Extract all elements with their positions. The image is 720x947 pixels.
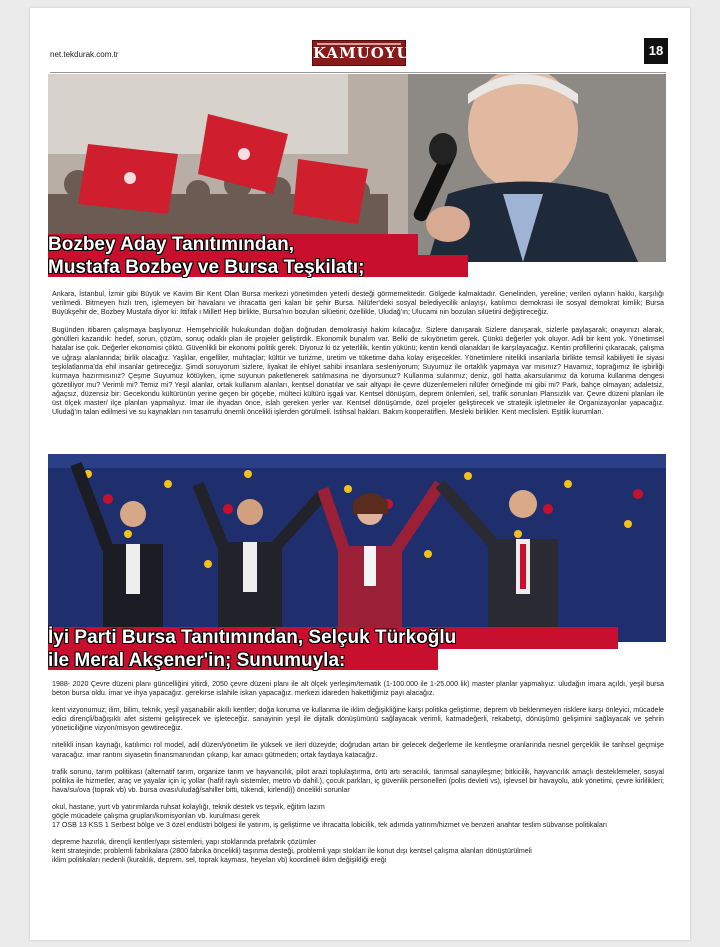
section1-paragraph1: Ankara, İstanbul, İzmir gibi Büyük ve Kavim Bir Kent Olan Bursa merkezi yönetimden yeterli desteği görmemektedir. Gölgede kalmaktadır. Genelinden, yereline; verilen oyların hakkı, karşılığı verilmedi. Bitmeyen hızlı tren, işlemeyen bir havalanı ve ihracatta geri kalan bir şehir Bursa. Nilüfer'deki sosyal belediyecilik anlayışı, katılımcı demokrasi ile sosyal demokrat kimlik; Bursa Büyükşehir de, Bozbey Mustafa diyor ki: İttifak ı Millet! Hep birlikte, Bursa'nın bozulan silüetini; özellikle, Uludağ'ın; Ulucami nin bozulan silüetini değiştireceğiz. [52, 290, 664, 317]
page-number: 18 [644, 38, 668, 64]
section2-line-climate: iklim politikaları nedenli (kuraklık, deprem, sel, toprak kayması, heyelan vb) koordineli iklim değişikliği ereği [52, 856, 387, 865]
headline2-line1: İyi Parti Bursa Tanıtımından, Selçuk Türkoğlu [48, 627, 457, 648]
section2-line-migration: göçle mücadele çalışma grupları/komisyonları vb. kurulması gerek [52, 812, 260, 821]
section1-paragraph2: Bugünden itibaren çalışmaya başlıyoruz. Hemşehricilik hukukundan doğan doğrudan demokrasiyi hakim kılacağız. Sizlere danışarak Sizlere danışarak, sizlerle paylaşarak; onayınızı alarak, gönülleri kazandık: hedef, sorun, çözüm, sonuç odaklı plan ile projeler geliştirdik. Ekonomik bunalım var. Belki de sıkıyönetim gerek. Çünkü değerler yok oluyor. Adil bir kent yok. Yönetimsel hatalar ise çok. Değerler ekonomisi çöktü. Güvenlikli bir ekonomi politik gerek. Diyoruz ki öz yeterlilik, kentin yükünü; kentin kendi olanakları ile karşılayacağız. Kentin profillerini çıkaracak, çalışma ve uğraşı alanlarında; birlik olacağız. Yaşlılar, engelliler, muhtaçlar; kültür ve turizme, üretim ve tüketime daha kolay erişecekler. Yönetimlere nitelikli insanlarla birlikte temsil kabiliyeti ile siyasi teşkilatlanma'da ehil insanlar getireceğiz. Şimdi soruyorum sizlere, liyakat ile ehliyet sahibi insanlara sesleniyorum; Suyumuz ile ortaklık yapmaya var mısınız? Havamız, toprağımız ile işbirliği kurmaya hazırmısınız? Çeşme Suyumuz kötüyken, içme suyunun paketlenerek satılmasına ne diyorsunuz? Kullanma sularımız; deniz, göl hatta akarsularımız da koruma kullanma dengesi gözetiliyor mu? Verimli mi? Temiz mi? Yeşil alanlar, ortak kullanım alanları, kentsel donatılar ve sair altyapı ile çevre düzenlemeleri nilüfer örneğinde mi gibi mi? Park, bahçe olmayan; adaletsiz, ağaçsız, düzensiz bir: Gecekondu kültürünün yerine geçen bir göçebe, mülteci kültürü işgali var. Kentsel dönüşüm, deprem önlemleri, sel, trafik sorunları Plansızlık var. Çevre düzeni planları ile üst ölçek master/ ilçe planları yapmalıyız. İmar ile ihyadan önce, islah gereken yerler var. Kentsel dönüşümde, özel projeler geliştirecek ve stratejik işletmeler ile Organizayonlar yapacağız. Uludağ'ın talan edilmesi ve su kaynakları nın tasarrufu önemli öncelikli işlerden görülmeli. İstihsal hakları. Bakım kooperatifleri. Mesleki birlikler. Kent meclisleri. Eşitlik kurumları. [52, 326, 664, 417]
section2-paragraph2: kent vizyonumuz; ilim, bilim, teknik, yeşil yaşanabilir akıllı kentler; doğa koruma ve kullanma ile iklim değişikliğine karşı politika geliştirme, deprem vb beklenmeyen risklere karşı önleyici, mücadele edici dirençli/bağışıklı afet sistemi geliştirecek ve işleteceğiz. sanayinin yeşil ile dijitalk dönüşümünü sağlayacak verimli, katmadeğerli, rekabetçi, dönüşümü gelişimini sağlayacak ve şehrin yöneticiliğine vizyon/misyon gewtireceğiz. [52, 706, 664, 733]
section2-paragraph3: nitelikli insan kaynağı, katılımcı rol model, adil düzen/yönetim ile yüksek ve ileri düzeyde; doğrudan artan bir gelecek değerleme ile kentleşme oranlarında nesnel gerçeklik ile tarihsel geçmişe varacağız. imar rantını siyasetin finansmanından çıkarıp, kar amacı gütmeden; ortak faydaya katacağız. [52, 741, 664, 759]
header-divider [50, 72, 666, 73]
section2-line-osb: 17 OSB 13 KSS 1 Serbest bölge ve 3 özel endüstri bölgesi ile yatırım, iş geliştirme ve ihracatta lobicilik, tek adımda yatırım/hizmet ve benzeri anahtar teslim sübvanse politikaları [52, 821, 608, 830]
stage-illustration [48, 454, 666, 642]
section2-line-schools: okul, hastane, yurt vb yatırımlarda ruhsat kolaylığı, teknik destek vs teşvik, eğitim lazım [52, 802, 325, 811]
article-section1 [52, 290, 664, 417]
headline1-line1: Bozbey Aday Tanıtımından, [48, 234, 294, 255]
headline2 [48, 626, 456, 672]
article-section2 [52, 680, 664, 866]
headline1 [48, 233, 364, 279]
page-header [50, 38, 668, 68]
section2-paragraph4: trafik sorunu, tarım politikası (alternatif tarım, organize tarım ve hayvancılık, pilot arazi toplulaştırma, örtü artı seracılık, tarımsal sanayileşme; bitkicilik, hayvancılık amaçlı desteklemeler, sosyal politika ile hizmetler, araç ve yayalar için iç yollar (hafif raylı sistemler, metro vb dahil.), çocuk parkları, iç güvenlik personelleri (polis devleti vs), işlevsel bir havayolu, atık yönetimi, çevre kirlilikleri; hava/su/ova (toprak vb) vb. bursa ovası/uludağ/sahiller bitti, tükendi, kirlendi)) öncelikli sorunlar [52, 767, 664, 794]
site-url[interactable]: net.tekdurak.com.tr [50, 50, 119, 59]
headline1-line2: Mustafa Bozbey ve Bursa Teşkilatı; [48, 257, 365, 278]
logo-text: KAMUOYU [313, 44, 411, 62]
section2-line-earthquake: depreme hazırlık, dirençli kentler/yapı sistemleri, yapı stoklarında prefabrik çözümler [52, 838, 317, 847]
headline2-line2: ile Meral Akşener'in; Sunumuyla: [48, 650, 346, 671]
magazine-logo [312, 40, 411, 66]
section2-line-strategy: kent stratejinde; problemli fabrikalara (2800 fabrika öncelikli) taşınma desteği, problemli yapı stokları ile konut dışı kentsel çalışma alanları dönüştürülmeli [52, 847, 532, 856]
iyi-parti-stage-photo [48, 454, 666, 642]
section2-paragraph1: 1988- 2020 Çevre düzeni planı güncelliğini yitirdi, 2050 çevre düzeni planı ile alt ölçek yerleşim/tematik (1-100.000 ile 1-25.000 lik) master planlar yapmalıyız. uludağın imara açıldı, yeşil bursa beton bursa oldu. imar ve ihya yapacağız. gerekirse islahile iskan yapacağız. merkezi idareden hakettiğimiz payı alacağız. [52, 680, 664, 698]
magazine-page [30, 8, 690, 940]
